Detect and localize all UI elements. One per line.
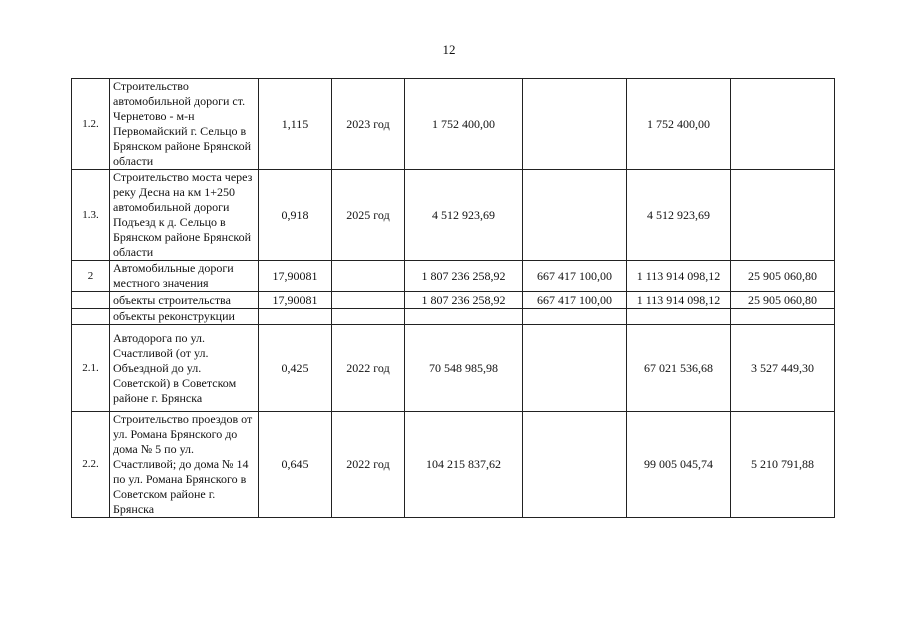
regional-amount: 99 005 045,74: [627, 412, 731, 518]
object-name: Автодорога по ул. Счастливой (от ул. Объездной до ул. Советской) в Советском районе г. Брянска: [110, 325, 259, 412]
object-name: Строительство проездов от ул. Романа Брянского до дома № 5 по ул. Счастливой; до дома № 14 по ул. Романа Брянского в Советском районе г. Брянска: [110, 412, 259, 518]
completion-year: [332, 261, 405, 292]
row-number: 2.1.: [72, 325, 110, 412]
federal-amount: [523, 309, 627, 325]
road-funding-table: [71, 78, 835, 518]
completion-year: [332, 292, 405, 309]
table-row: [72, 261, 835, 292]
length-km: 0,425: [259, 325, 332, 412]
table-row: [72, 79, 835, 170]
total-amount: 4 512 923,69: [405, 170, 523, 261]
row-number: 1.2.: [72, 79, 110, 170]
row-number: 1.3.: [72, 170, 110, 261]
local-amount: 25 905 060,80: [731, 292, 835, 309]
federal-amount: 667 417 100,00: [523, 261, 627, 292]
table-row: [72, 309, 835, 325]
local-amount: [731, 170, 835, 261]
federal-amount: [523, 170, 627, 261]
row-number: 2: [72, 261, 110, 292]
object-name: объекты строительства: [110, 292, 259, 309]
completion-year: [332, 309, 405, 325]
length-km: 17,90081: [259, 292, 332, 309]
completion-year: 2022 год: [332, 325, 405, 412]
regional-amount: 67 021 536,68: [627, 325, 731, 412]
row-number: [72, 309, 110, 325]
completion-year: 2025 год: [332, 170, 405, 261]
object-name: Строительство автомобильной дороги ст. Чернетово - м-н Первомайский г. Сельцо в Брянском районе Брянской области: [110, 79, 259, 170]
row-number: 2.2.: [72, 412, 110, 518]
local-amount: 3 527 449,30: [731, 325, 835, 412]
length-km: 0,645: [259, 412, 332, 518]
regional-amount: 1 752 400,00: [627, 79, 731, 170]
federal-amount: [523, 79, 627, 170]
length-km: 0,918: [259, 170, 332, 261]
page-number: 12: [442, 42, 456, 57]
regional-amount: 1 113 914 098,12: [627, 261, 731, 292]
total-amount: 1 752 400,00: [405, 79, 523, 170]
federal-amount: [523, 412, 627, 518]
local-amount: [731, 79, 835, 170]
length-km: [259, 309, 332, 325]
table-row: [72, 292, 835, 309]
local-amount: 5 210 791,88: [731, 412, 835, 518]
total-amount: [405, 309, 523, 325]
local-amount: [731, 309, 835, 325]
object-name: Строительство моста через реку Десна на км 1+250 автомобильной дороги Подъезд к д. Сельцо в Брянском районе Брянской области: [110, 170, 259, 261]
row-number: [72, 292, 110, 309]
object-name: Автомобильные дороги местного значения: [110, 261, 259, 292]
regional-amount: 4 512 923,69: [627, 170, 731, 261]
total-amount: 1 807 236 258,92: [405, 292, 523, 309]
regional-amount: [627, 309, 731, 325]
total-amount: 104 215 837,62: [405, 412, 523, 518]
table-row: [72, 325, 835, 412]
completion-year: 2023 год: [332, 79, 405, 170]
length-km: 1,115: [259, 79, 332, 170]
completion-year: 2022 год: [332, 412, 405, 518]
local-amount: 25 905 060,80: [731, 261, 835, 292]
table-row: [72, 412, 835, 518]
regional-amount: 1 113 914 098,12: [627, 292, 731, 309]
federal-amount: [523, 325, 627, 412]
table-row: [72, 170, 835, 261]
object-name: объекты реконструкции: [110, 309, 259, 325]
length-km: 17,90081: [259, 261, 332, 292]
total-amount: 1 807 236 258,92: [405, 261, 523, 292]
federal-amount: 667 417 100,00: [523, 292, 627, 309]
total-amount: 70 548 985,98: [405, 325, 523, 412]
